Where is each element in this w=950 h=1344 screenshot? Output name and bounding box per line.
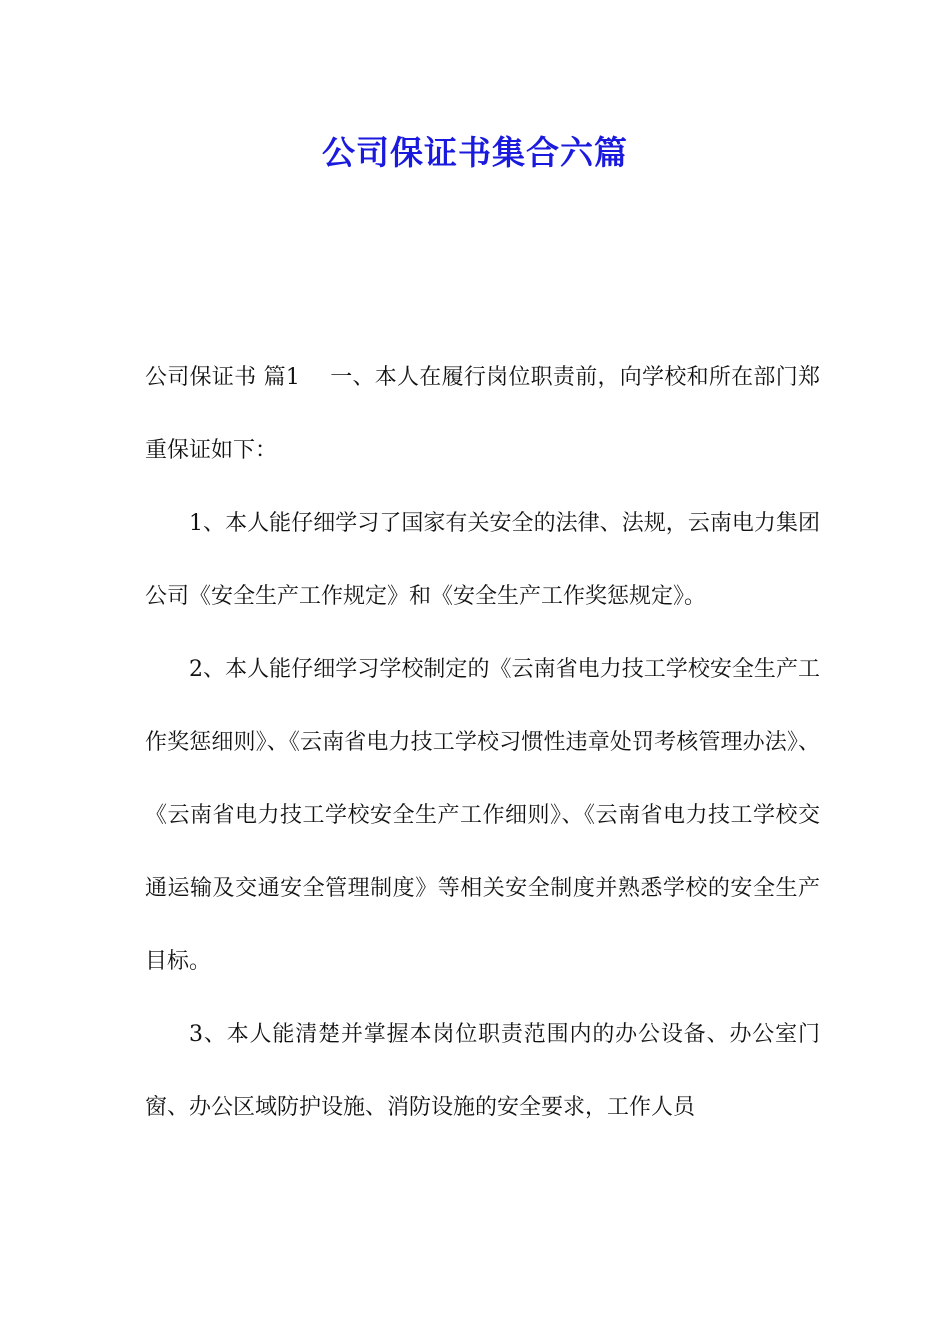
section-heading: 公司保证书 篇1 <box>145 365 300 390</box>
paragraph-item-2: 2、本人能仔细学习学校制定的《云南省电力技工学校安全生产工作奖惩细则》、《云南省电力技工学校习惯性违章处罚考核管理办法》、《云南省电力技工学校安全生产工作细则》、《云南省电力技工学校交通运输及交通安全管理制度》等相关安全制度并熟悉学校的安全生产目标。 <box>145 657 820 974</box>
paragraph-intro <box>145 341 820 487</box>
paragraph-item-3: 3、本人能清楚并掌握本岗位职责范围内的办公设备、办公室门窗、办公区域防护设施、消防设施的安全要求，工作人员 <box>145 1022 820 1120</box>
paragraph-text: 一、本人在履行岗位职责前，向学校和所在部门郑重保证如下： <box>145 365 820 463</box>
document-body <box>145 341 820 1144</box>
paragraph-item-1: 1、本人能仔细学习了国家有关安全的法律、法规，云南电力集团公司《安全生产工作规定》和《安全生产工作奖惩规定》。 <box>145 511 820 609</box>
document-title: 公司保证书集合六篇 <box>322 133 628 172</box>
